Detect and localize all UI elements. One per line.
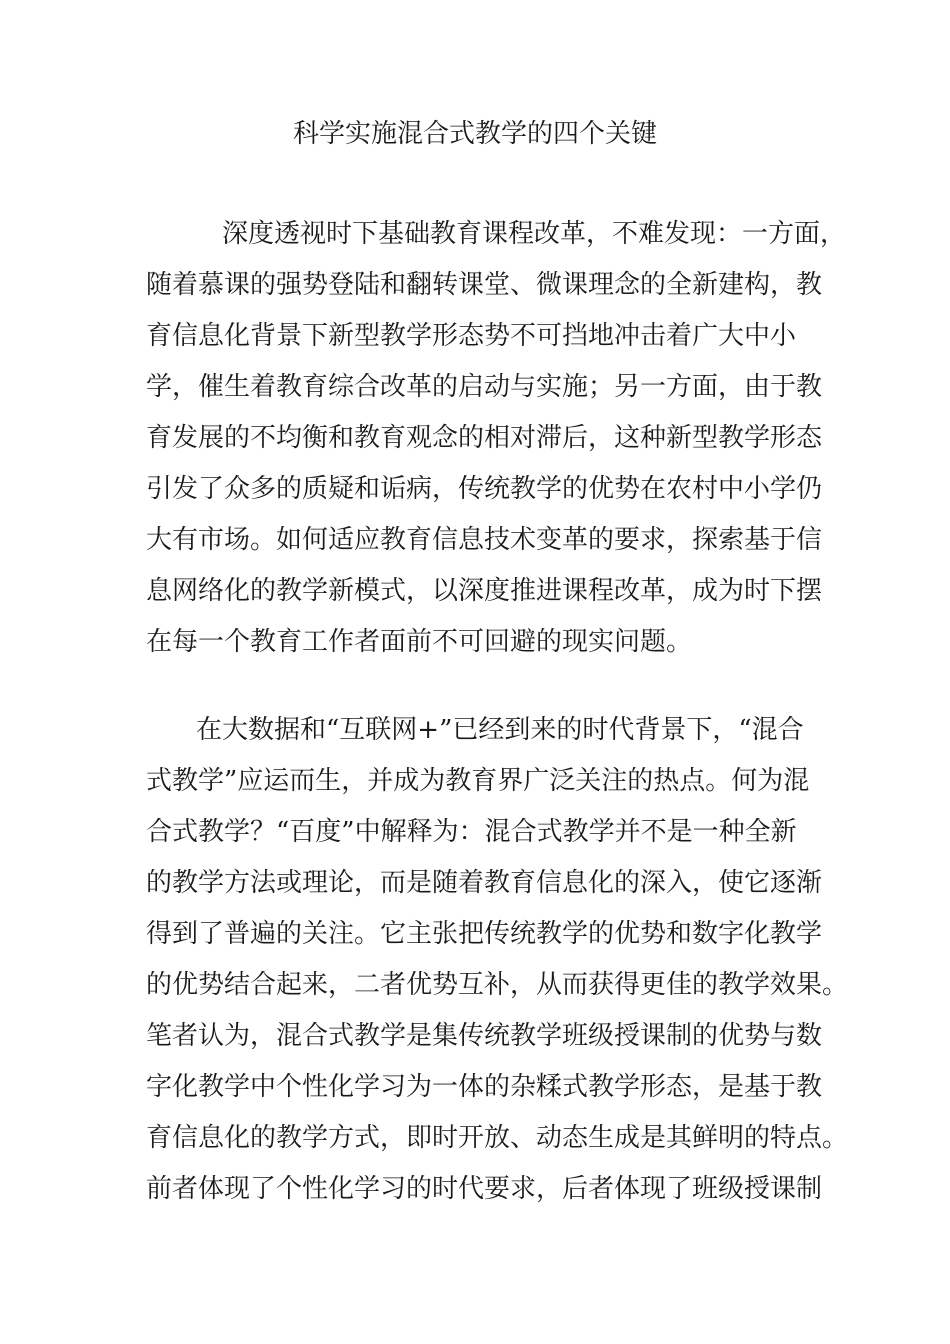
paragraph-line: 随着慕课的强势登陆和翻转课堂、微课理念的全新建构，教 [146, 270, 823, 300]
paragraph-line: 得到了普遍的关注。它主张把传统教学的优势和数字化教学 [146, 919, 823, 949]
paragraph-2 [146, 705, 849, 1215]
paragraph-line: 大有市场。如何适应教育信息技术变革的要求，探索基于信 [146, 525, 823, 555]
paragraph-line: 深度透视时下基础教育课程改革，不难发现：一方面， [222, 219, 847, 249]
paragraph-line: 育发展的不均衡和教育观念的相对滞后，这种新型教学形态 [146, 423, 823, 453]
paragraph-line: 的优势结合起来，二者优势互补，从而获得更佳的教学效果。 [146, 970, 849, 1000]
paragraph-line: 的教学方法或理论，而是随着教育信息化的深入，使它逐渐 [146, 868, 823, 898]
paragraph-line: 育信息化背景下新型教学形态势不可挡地冲击着广大中小 [146, 321, 797, 351]
paragraph-line: 息网络化的教学新模式，以深度推进课程改革，成为时下摆 [146, 576, 823, 606]
paragraph-line: 在每一个教育工作者面前不可回避的现实问题。 [146, 627, 693, 657]
paragraph-line: 合式教学？“百度”中解释为：混合式教学并不是一种全新 [146, 817, 797, 847]
paragraph-line: 前者体现了个性化学习的时代要求，后者体现了班级授课制 [146, 1174, 823, 1204]
paragraph-line: 式教学”应运而生，并成为教育界广泛关注的热点。何为混 [146, 766, 810, 796]
paragraph-line: 学，催生着教育综合改革的启动与实施；另一方面，由于教 [146, 372, 823, 402]
paragraph-line: 育信息化的教学方式，即时开放、动态生成是其鲜明的特点。 [146, 1123, 849, 1153]
paragraph-line: 引发了众多的质疑和诟病，传统教学的优势在农村中小学仍 [146, 474, 823, 504]
document-title: 科学实施混合式教学的四个关键 [292, 119, 657, 149]
paragraph-line: 在大数据和“互联网+”已经到来的时代背景下，“混合 [196, 715, 804, 745]
paragraph-line: 笔者认为，混合式教学是集传统教学班级授课制的优势与数 [146, 1021, 823, 1051]
paragraph-line: 字化教学中个性化学习为一体的杂糅式教学形态，是基于教 [146, 1072, 823, 1102]
paragraph-1 [146, 209, 847, 668]
